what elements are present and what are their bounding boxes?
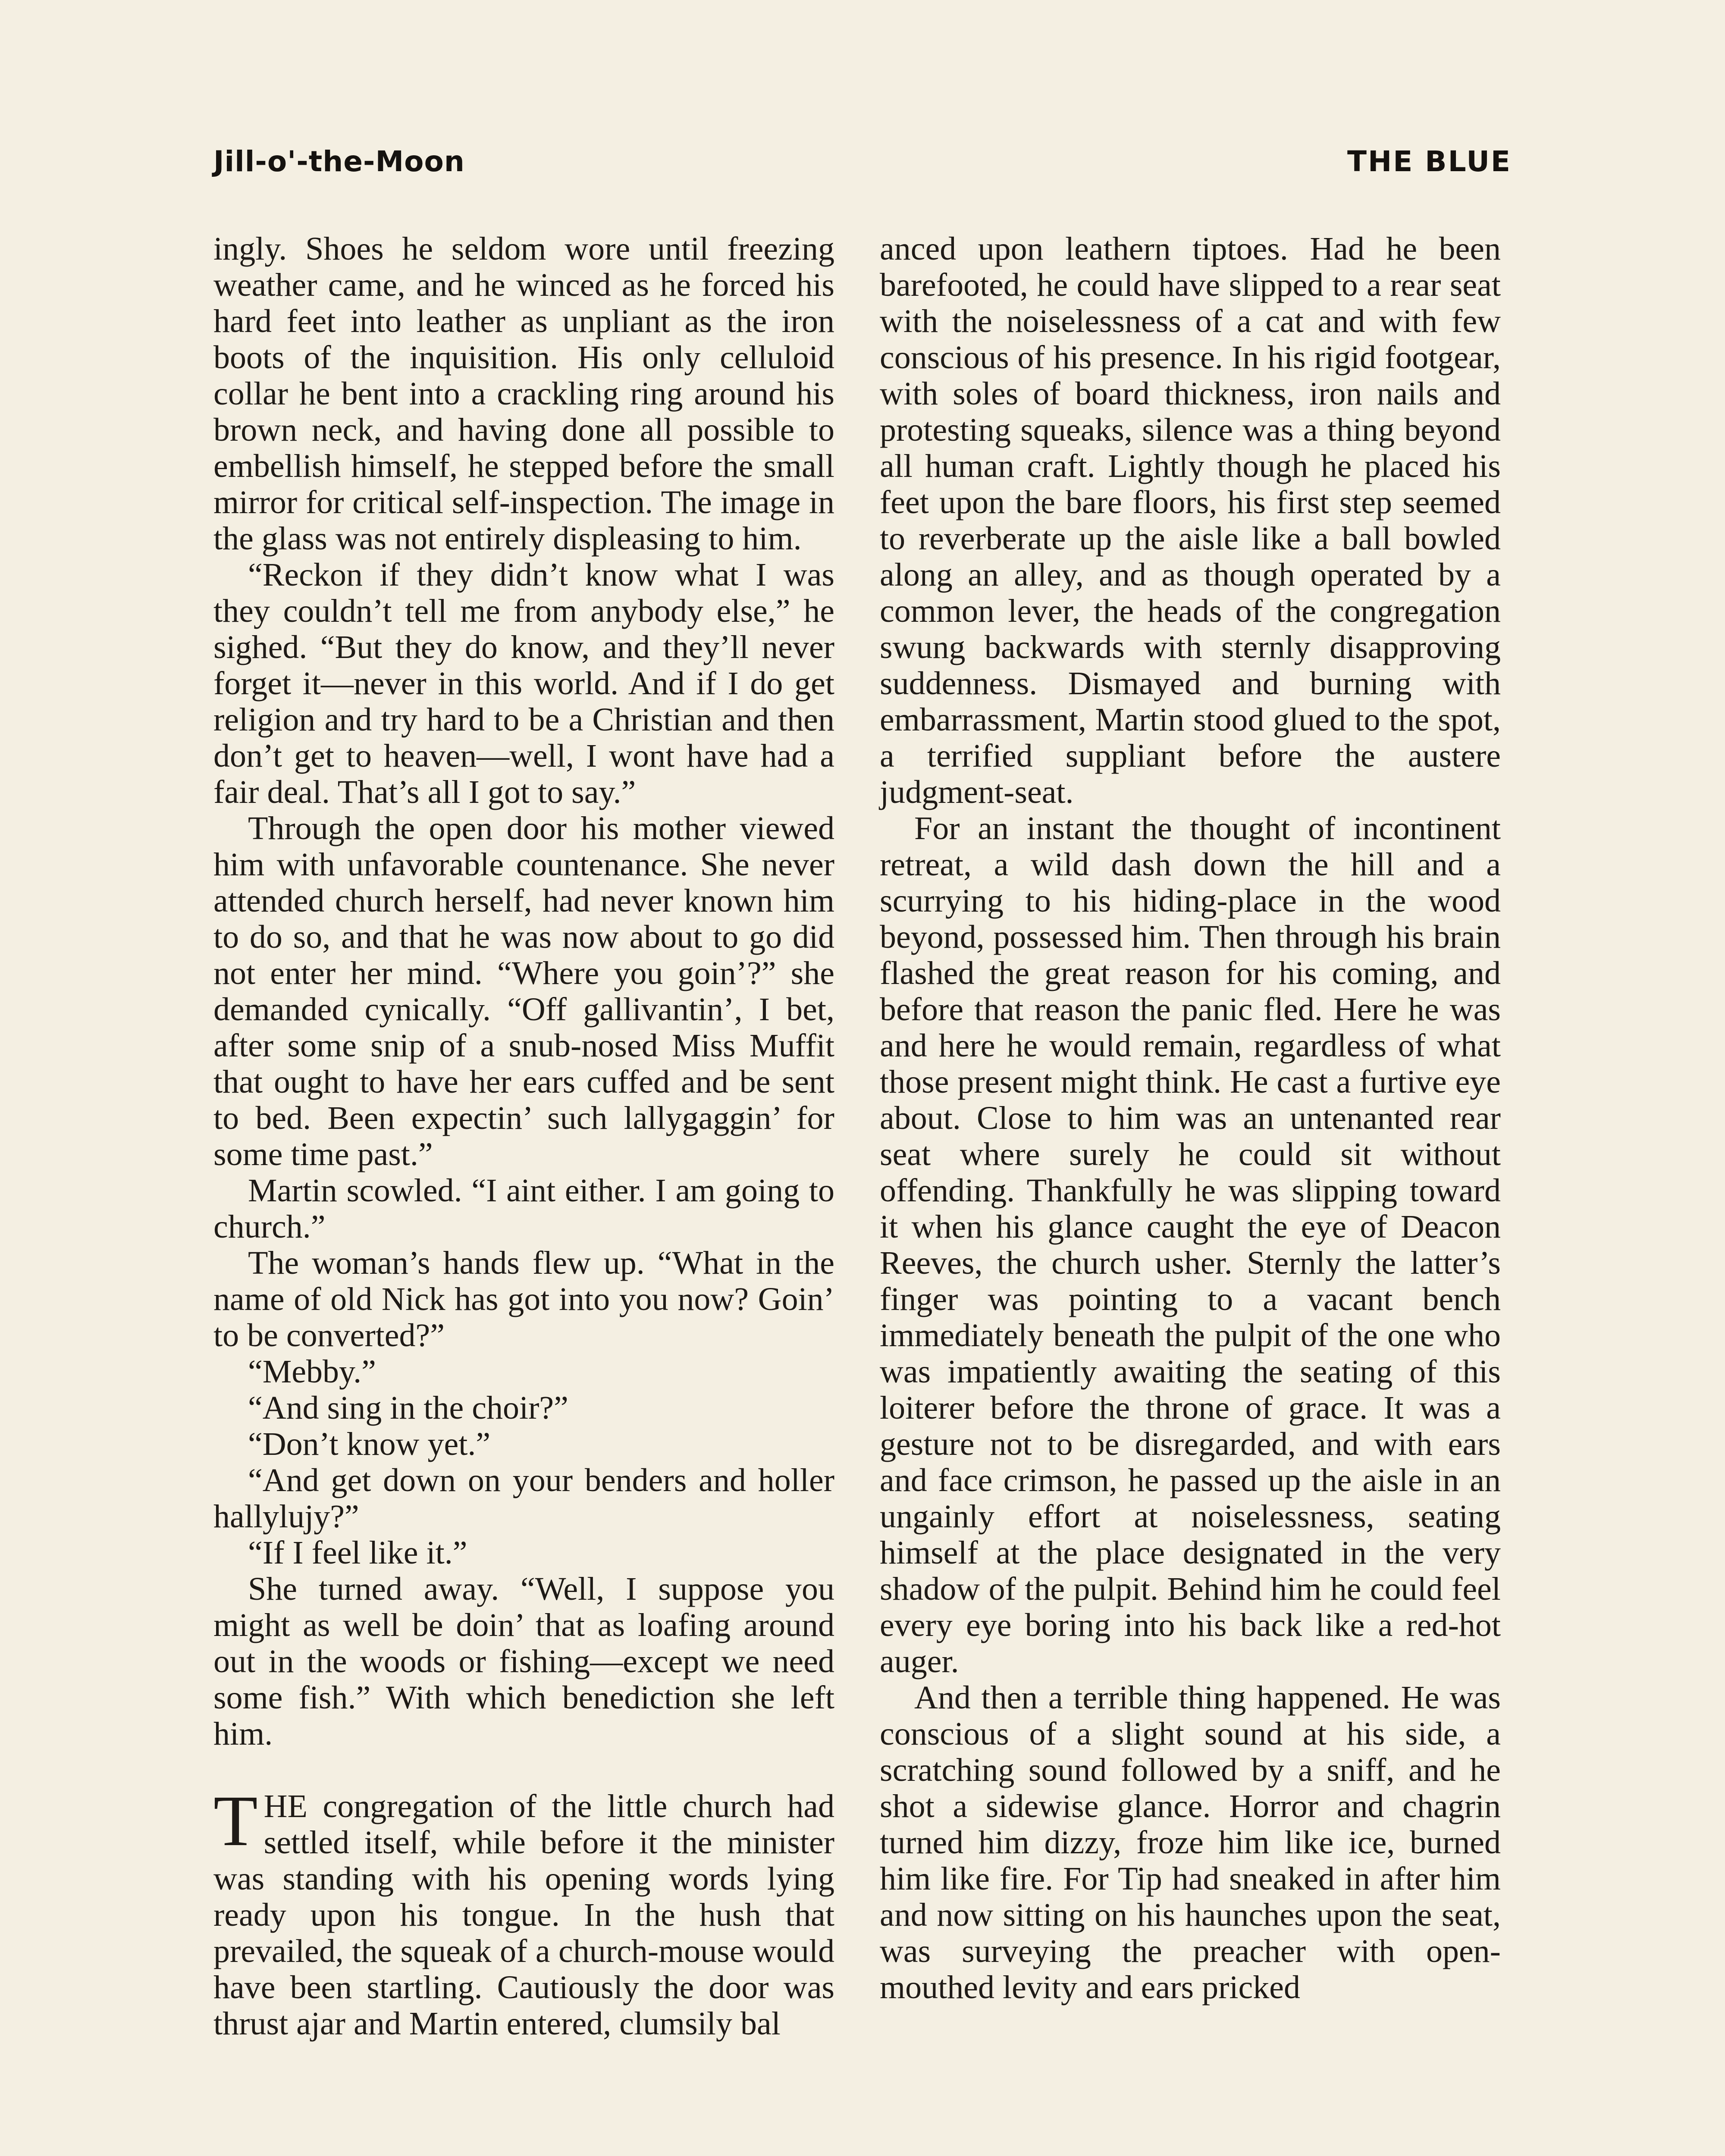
running-title-magazine: THE BLUE: [1347, 145, 1512, 178]
paragraph: Martin scowled. “I aint either. I am going to church.”: [213, 1172, 834, 1245]
paragraph: The woman’s hands flew up. “What in the name of old Nick has got into you now? Goin’ to be converted?”: [213, 1245, 834, 1354]
paragraph: anced upon leathern tiptoes. Had he been barefooted, he could have slipped to a rear seat with the noiselessness of a cat and with few conscious of his presence. In his rigid footgear, with soles of board thickness, iron nails and protesting squeaks, silence was a thing beyond all human craft. Lightly though he placed his feet upon the bare floors, his first step seemed to reverberate up the aisle like a ball bowled along an alley, and as though operated by a common lever, the heads of the congregation swung backwards with sternly disapproving suddenness. Dismayed and burning with embarrassment, Martin stood glued to the spot, a terrified suppliant before the austere judgment-seat.: [880, 231, 1501, 810]
drop-cap: T: [213, 1781, 258, 1861]
paragraph: For an instant the thought of incontinent retreat, a wild dash down the hill and a scurrying to his hiding-place in the wood beyond, possessed him. Then through his brain flashed the great reason for his coming, and before that reason the panic fled. Here he was and here he would remain, regardless of what those present might think. He cast a furtive eye about. Close to him was an untenanted rear seat where surely he could sit without offending. Thankfully he was slipping toward it when his glance caught the eye of Deacon Reeves, the church usher. Sternly the latter’s finger was pointing to a vacant bench immediately beneath the pulpit of the one who was impatiently awaiting the seating of this loiterer before the throne of grace. It was a gesture not to be disregarded, and with ears and face crimson, he passed up the aisle in an ungainly effort at noiselessness, seating himself at the place designated in the very shadow of the pulpit. Behind him he could feel every eye boring into his back like a red-hot auger.: [880, 810, 1501, 1680]
paragraph: And then a terrible thing happened. He was conscious of a slight sound at his side, a scratching sound followed by a sniff, and he shot a sidewise glance. Horror and chagrin turned him dizzy, froze him like ice, burned him like fire. For Tip had sneaked in after him and now sitting on his haunches upon the seat, was surveying the preacher with open-mouthed levity and ears pricked: [880, 1680, 1501, 2006]
paragraph: “Don’t know yet.”: [248, 1426, 491, 1462]
paragraph: She turned away. “Well, I suppose you might as well be doin’ that as loafing around out in the woods or fishing—except we need some fish.” With which benediction she left him.: [213, 1571, 834, 1752]
running-title-story: Jill-o'-the-Moon: [213, 145, 465, 178]
paragraph: “And get down on your benders and holler hallylujy?”: [213, 1462, 834, 1535]
section-opening-paragraph: [213, 1781, 834, 2042]
text-column-left: [213, 231, 834, 2042]
paragraph: “Mebby.”: [248, 1354, 376, 1390]
paragraph: “If I feel like it.”: [248, 1535, 467, 1571]
paragraph: Through the open door his mother viewed him with unfavorable countenance. She never attended church herself, had never known him to do so, and that he was now about to go did not enter her mind. “Where you goin’?” she demanded cynically. “Off gallivantin’, I bet, after some snip of a snub-nosed Miss Muffit that ought to have her ears cuffed and be sent to bed. Been expectin’ such lallygaggin’ for some time past.”: [213, 810, 834, 1172]
text-column-right: [880, 231, 1501, 2006]
paragraph: “Reckon if they didn’t know what I was they couldn’t tell me from anybody else,” he sighed. “But they do know, and they’ll never forget it—never in this world. And if I do get religion and try hard to be a Christian and then don’t get to heaven—well, I wont have had a fair deal. That’s all I got to say.”: [213, 557, 834, 810]
paragraph-text: HE congregation of the little church had settled itself, while before it the minister was standing with his opening words lying ready upon his tongue. In the hush that prevailed, the squeak of a church-mouse would have been startling. Cautiously the door was thrust ajar and Martin entered, clumsily bal: [213, 1788, 834, 2042]
paragraph: ingly. Shoes he seldom wore until freezing weather came, and he winced as he forced his hard feet into leather as unpliant as the iron boots of the inquisition. His only celluloid collar he bent into a crackling ring around his brown neck, and having done all possible to embellish himself, he stepped before the small mirror for critical self-inspection. The image in the glass was not entirely displeasing to him.: [213, 231, 834, 557]
paragraph: “And sing in the choir?”: [248, 1390, 568, 1426]
